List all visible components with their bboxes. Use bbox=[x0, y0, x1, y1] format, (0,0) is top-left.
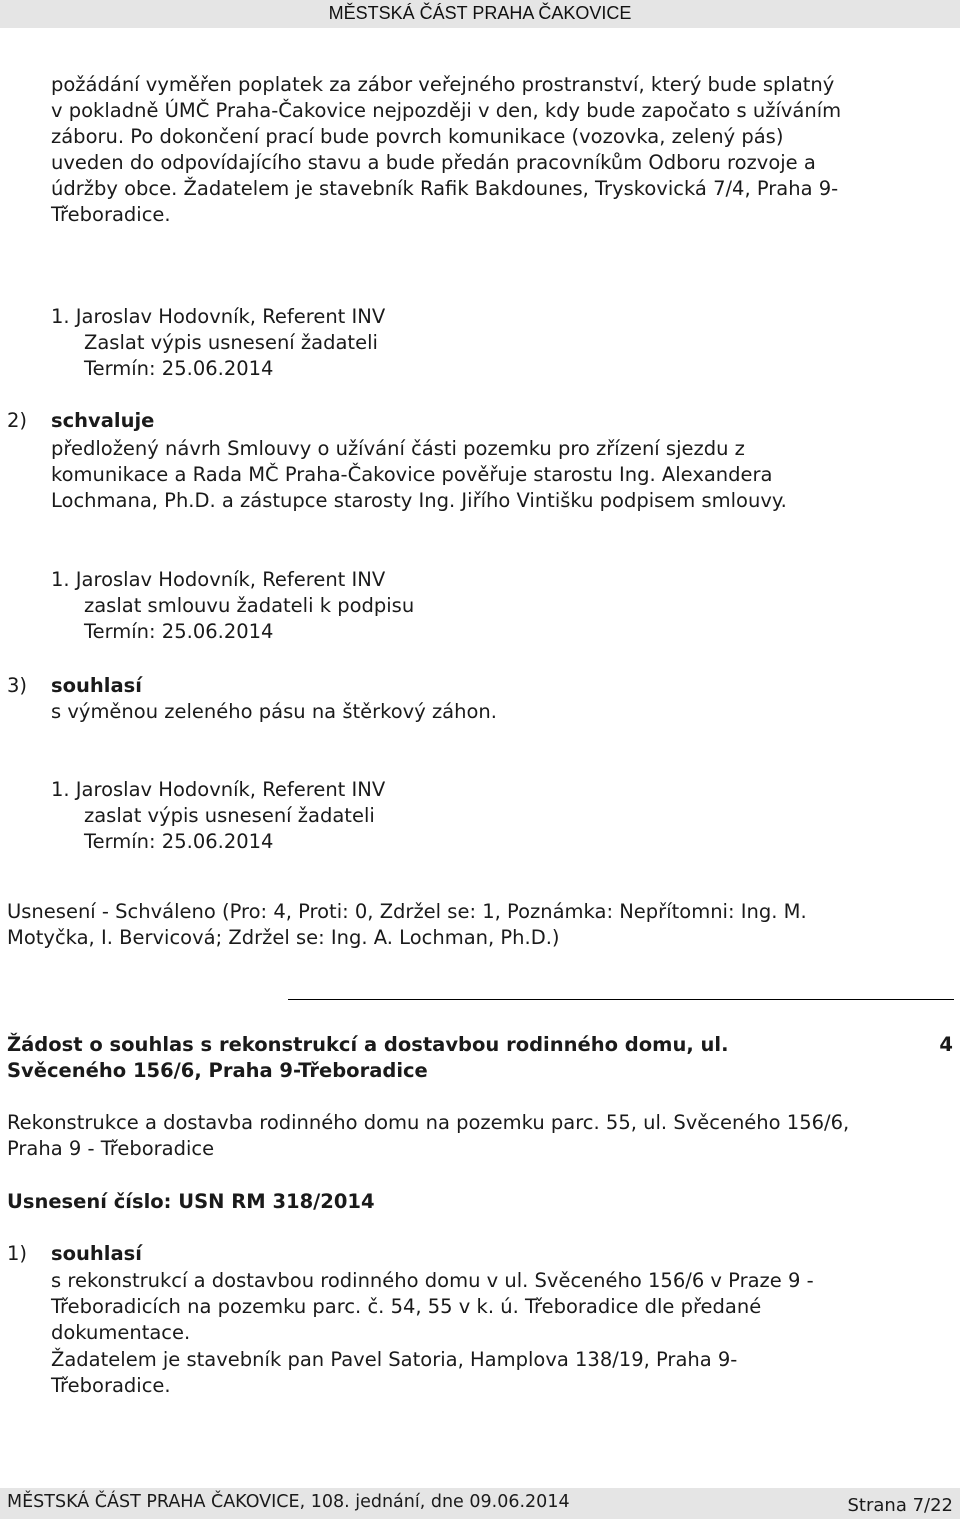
section-title: Žádost o souhlas s rekonstrukcí a dostavbou rodinného domu, ul. bbox=[7, 1033, 729, 1056]
page-number: Strana 7/22 bbox=[847, 1495, 953, 1516]
task-person: 1. Jaroslav Hodovník, Referent INV bbox=[51, 305, 386, 328]
intro-line: uveden do odpovídajícího stavu a bude předán pracovníkům Odboru rozvoje a bbox=[51, 151, 816, 174]
intro-line: údržby obce. Žadatelem je stavebník Rafik Bakdounes, Tryskovická 7/4, Praha 9- bbox=[51, 177, 839, 200]
item-verb: souhlasí bbox=[51, 1242, 142, 1265]
resolution-line: Usnesení - Schváleno (Pro: 4, Proti: 0, Zdržel se: 1, Poznámka: Nepřítomni: Ing. M. bbox=[7, 900, 807, 923]
item-text-line: Třeboradice. bbox=[51, 1374, 171, 1397]
section-description: Rekonstrukce a dostavba rodinného domu na pozemku parc. 55, ul. Svěceného 156/6, bbox=[7, 1111, 850, 1134]
section-description: Praha 9 - Třeboradice bbox=[7, 1137, 215, 1160]
item-text-line: dokumentace. bbox=[51, 1321, 191, 1344]
intro-line: požádání vyměřen poplatek za zábor veřejného prostranství, který bude splatný bbox=[51, 73, 835, 96]
task-action: Zaslat výpis usnesení žadateli bbox=[84, 331, 378, 354]
item-text-line: Třeboradicích na pozemku parc. č. 54, 55 v k. ú. Třeboradice dle předané bbox=[51, 1295, 762, 1318]
intro-line: záboru. Po dokončení prací bude povrch komunikace (vozovka, zelený pás) bbox=[51, 125, 784, 148]
task-deadline: Termín: 25.06.2014 bbox=[84, 620, 274, 643]
item-verb: souhlasí bbox=[51, 674, 142, 697]
task-action: zaslat smlouvu žadateli k podpisu bbox=[84, 594, 415, 617]
footer-meeting-info: MĚSTSKÁ ČÁST PRAHA ČAKOVICE, 108. jednání, dne 09.06.2014 bbox=[7, 1492, 570, 1512]
task-deadline: Termín: 25.06.2014 bbox=[84, 357, 274, 380]
task-action: zaslat výpis usnesení žadateli bbox=[84, 804, 375, 827]
section-divider bbox=[288, 999, 954, 1000]
item-number: 3) bbox=[7, 674, 28, 697]
section-title: Svěceného 156/6, Praha 9-Třeboradice bbox=[7, 1059, 428, 1082]
item-verb: schvaluje bbox=[51, 409, 155, 432]
item-text-line: s výměnou zeleného pásu na štěrkový záhon. bbox=[51, 700, 497, 723]
section-number: 4 bbox=[939, 1033, 953, 1056]
item-number: 2) bbox=[7, 409, 28, 432]
intro-line: v pokladně ÚMČ Praha-Čakovice nejpozději v den, kdy bude započato s užíváním bbox=[51, 99, 842, 122]
header-title: MĚSTSKÁ ČÁST PRAHA ČAKOVICE bbox=[328, 3, 632, 23]
item-text-line: Žadatelem je stavebník pan Pavel Satoria, Hamplova 138/19, Praha 9- bbox=[51, 1348, 738, 1371]
intro-line: Třeboradice. bbox=[51, 203, 171, 226]
resolution-line: Motyčka, I. Bervicová; Zdržel se: Ing. A. Lochman, Ph.D.) bbox=[7, 926, 560, 949]
item-text-line: komunikace a Rada MČ Praha-Čakovice pověřuje starostu Ing. Alexandera bbox=[51, 463, 773, 486]
task-person: 1. Jaroslav Hodovník, Referent INV bbox=[51, 568, 386, 591]
item-number: 1) bbox=[7, 1242, 28, 1265]
item-text-line: Lochmana, Ph.D. a zástupce starosty Ing. Jiřího Vintišku podpisem smlouvy. bbox=[51, 489, 787, 512]
item-text-line: předložený návrh Smlouvy o užívání části pozemku pro zřízení sjezdu z bbox=[51, 437, 745, 460]
task-person: 1. Jaroslav Hodovník, Referent INV bbox=[51, 778, 386, 801]
task-deadline: Termín: 25.06.2014 bbox=[84, 830, 274, 853]
item-text-line: s rekonstrukcí a dostavbou rodinného domu v ul. Svěceného 156/6 v Praze 9 - bbox=[51, 1269, 814, 1292]
resolution-number: Usnesení číslo: USN RM 318/2014 bbox=[7, 1190, 375, 1213]
